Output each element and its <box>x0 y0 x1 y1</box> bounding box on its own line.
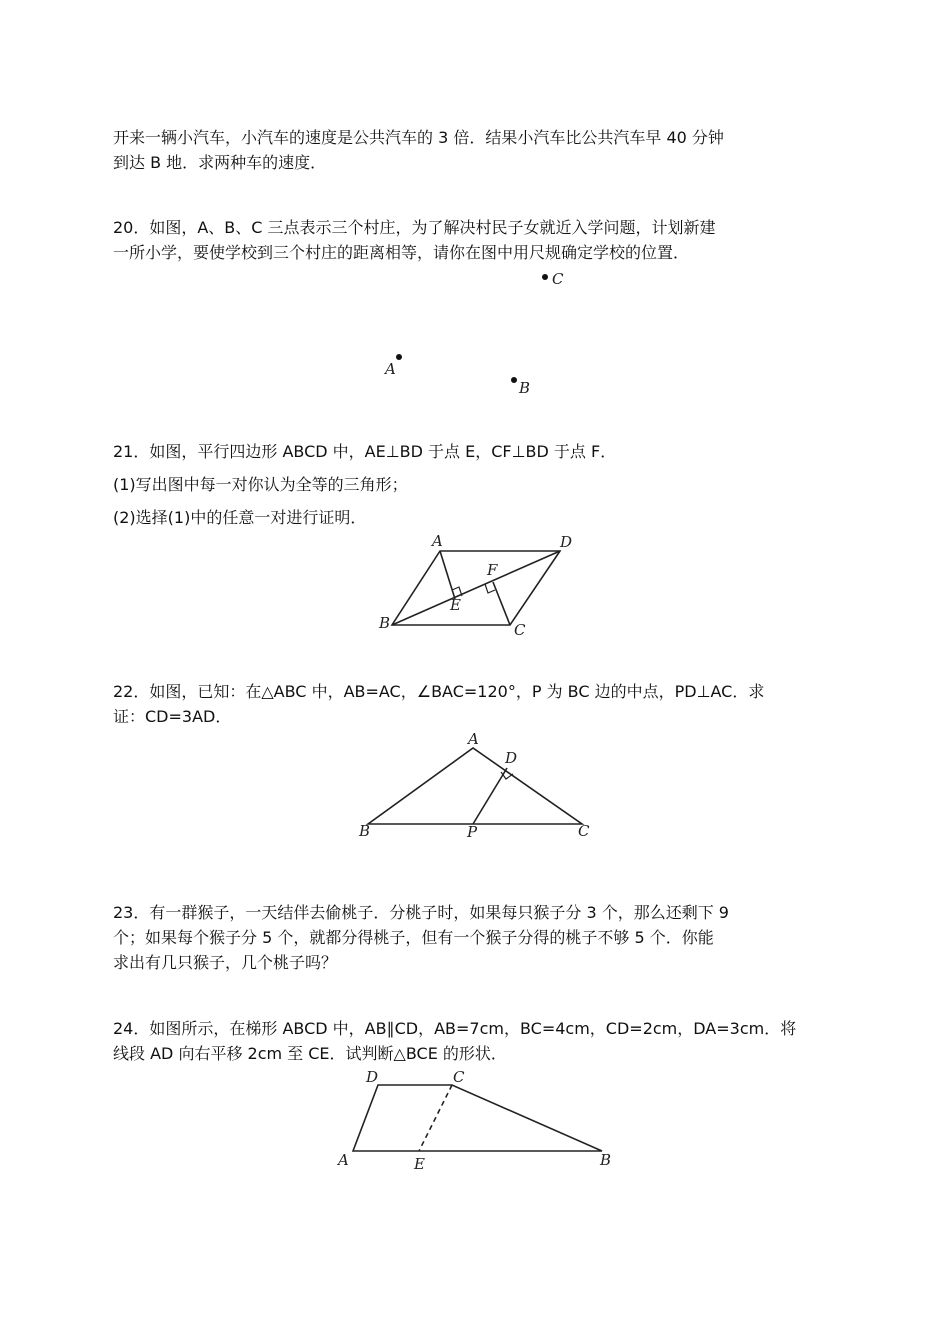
q21-line-2: (1)写出图中每一对你认为全等的三角形； <box>113 475 408 494</box>
label-a: A <box>432 532 443 550</box>
intro-line-1: 开来一辆小汽车，小汽车的速度是公共汽车的 3 倍．结果小汽车比公共汽车早 40 分钟 <box>113 128 724 147</box>
question-23 <box>113 900 838 975</box>
q22-figure <box>355 730 605 845</box>
label-b: B <box>359 822 371 840</box>
point-a <box>396 354 402 360</box>
q24-line-2: 线段 AD 向右平移 2cm 至 CE．试判断△BCE 的形状． <box>113 1044 507 1063</box>
intro-line-2: 到达 B 地．求两种车的速度． <box>113 153 327 172</box>
label-c: C <box>514 621 526 639</box>
label-c: C <box>552 270 564 288</box>
q22-line-1: 22．如图，已知：在△ABC 中，AB=AC，∠BAC=120°，P 为 BC 边的中点，PD⊥AC．求 <box>113 682 765 701</box>
segment-ce-dashed <box>419 1085 452 1151</box>
question-24 <box>113 1016 838 1066</box>
question-21 <box>113 439 838 530</box>
label-p: P <box>467 823 478 841</box>
label-f: F <box>487 561 498 579</box>
question-22 <box>113 679 838 729</box>
label-e: E <box>414 1155 425 1173</box>
label-c: C <box>578 822 590 840</box>
label-a: A <box>468 730 479 748</box>
q21-line-1: 21．如图，平行四边形 ABCD 中，AE⊥BD 于点 E，CF⊥BD 于点 F． <box>113 442 617 461</box>
q24-line-1: 24．如图所示，在梯形 ABCD 中，AB∥CD，AB=7cm，BC=4cm，CD=2cm，DA=3cm．将 <box>113 1019 797 1038</box>
label-b: B <box>379 614 391 632</box>
segment-ae <box>440 551 455 599</box>
q23-line-3: 求出有几只猴子，几个桃子吗？ <box>113 953 338 972</box>
label-e: E <box>450 596 461 614</box>
label-c: C <box>453 1068 465 1086</box>
q24-figure <box>330 1068 620 1178</box>
q23-line-1: 23．有一群猴子，一天结伴去偷桃子．分桃子时，如果每只猴子分 3 个，那么还剩下 9 <box>113 903 729 922</box>
q23-line-2: 个；如果每个猴子分 5 个，就都分得桃子，但有一个猴子分得的桃子不够 5 个．你能 <box>113 928 714 947</box>
q21-figure <box>370 530 590 645</box>
q21-line-3: (2)选择(1)中的任意一对进行证明． <box>113 508 367 527</box>
label-a: A <box>385 360 396 378</box>
segment-cf <box>493 582 510 625</box>
label-d: D <box>505 749 518 767</box>
label-d: D <box>366 1068 379 1086</box>
segment-pd <box>473 768 507 824</box>
right-angle-d <box>501 772 513 779</box>
question-20 <box>113 215 838 265</box>
point-c <box>542 274 548 280</box>
q20-figure <box>370 265 590 400</box>
label-b: B <box>600 1151 612 1169</box>
q20-line-1: 20．如图，A、B、C 三点表示三个村庄，为了解决村民子女就近入学问题，计划新建 <box>113 218 716 237</box>
label-d: D <box>560 533 573 551</box>
q20-line-2: 一所小学，要使学校到三个村庄的距离相等，请你在图中用尺规确定学校的位置． <box>113 243 690 262</box>
label-b: B <box>519 379 531 397</box>
triangle-abc <box>368 748 582 824</box>
q22-line-2: 证：CD=3AD． <box>113 707 232 726</box>
label-a: A <box>338 1151 349 1169</box>
point-b <box>511 377 517 383</box>
trapezoid-abcd <box>353 1085 602 1151</box>
intro-paragraph <box>113 125 838 175</box>
